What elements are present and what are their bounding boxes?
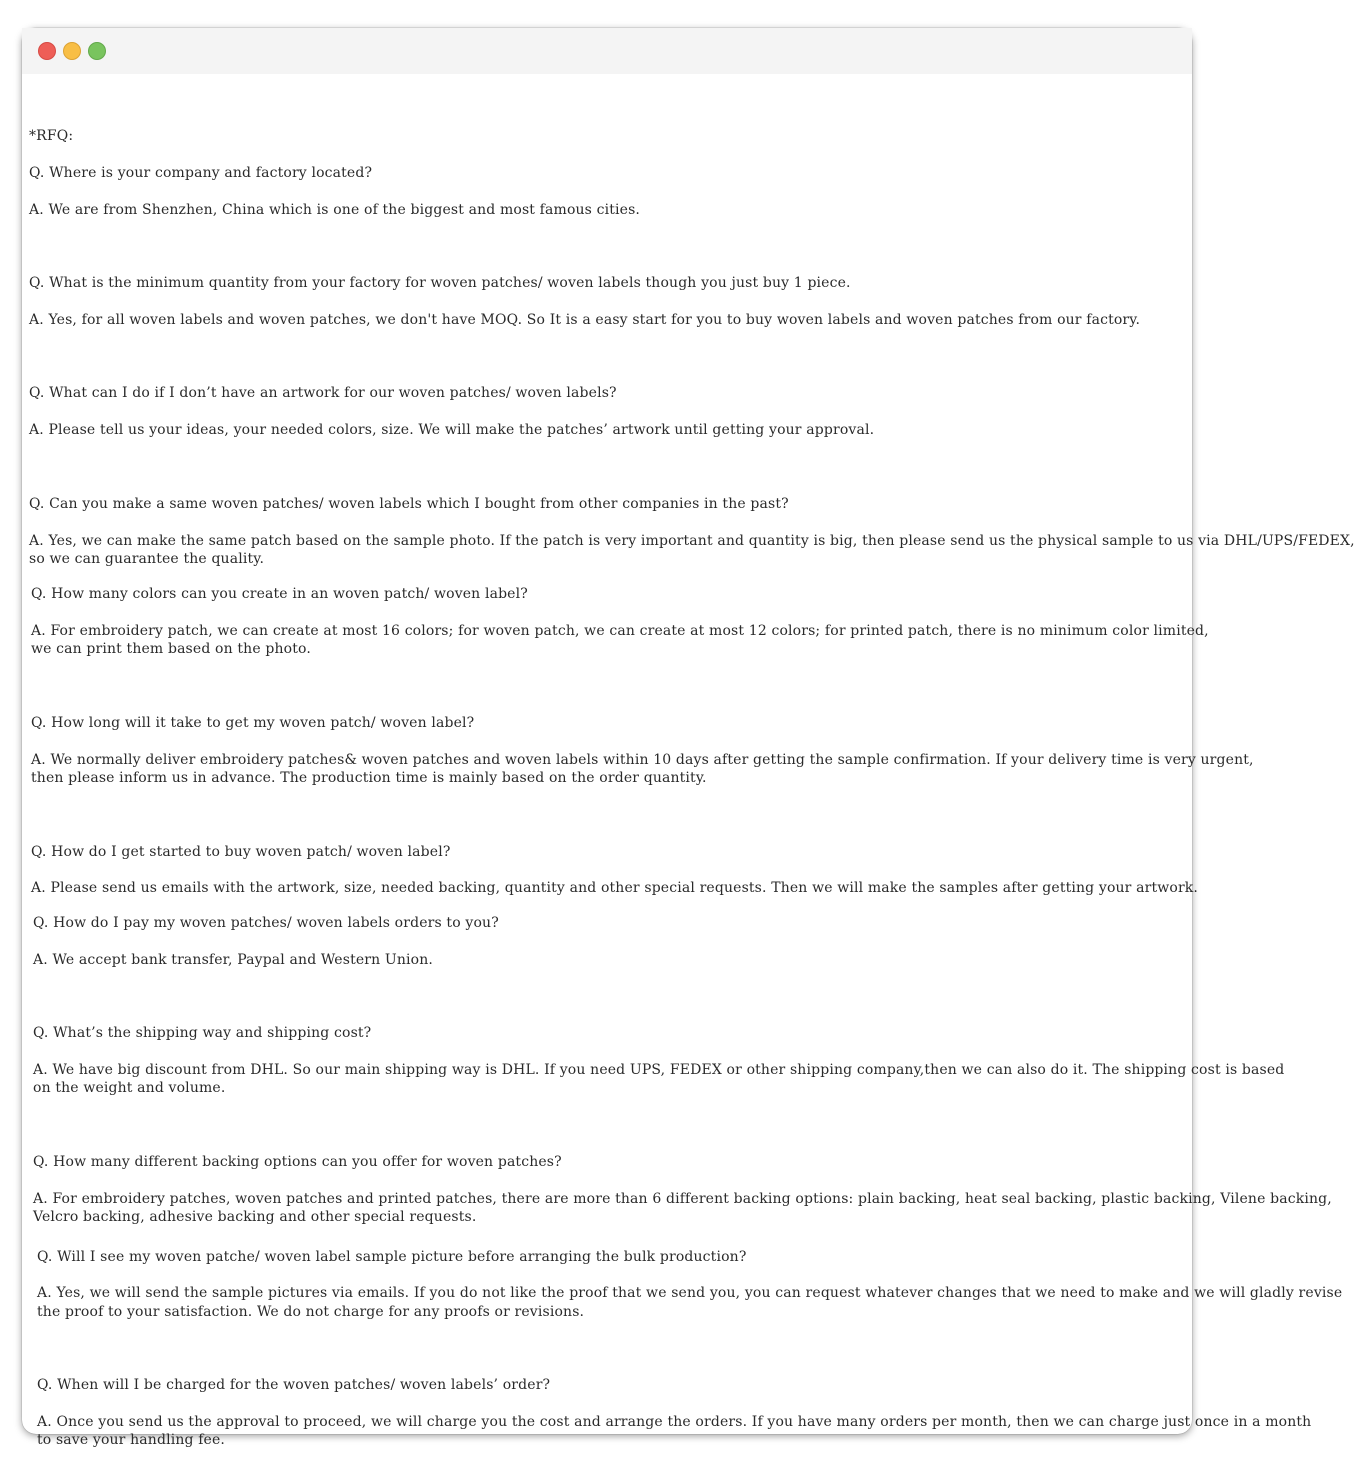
faq-answer: A. Please tell us your ideas, your needed colors, size. We will make the patches’ artwork until getting your approval. [29,422,875,438]
title-bar [22,28,1192,74]
close-button[interactable] [38,42,56,60]
faq-answer: A. Yes, for all woven labels and woven patches, we don't have MOQ. So It is a easy start for you to buy woven labels and woven patches from our factory. [29,312,1141,328]
faq-question: Q. What’s the shipping way and shipping cost? [33,1025,372,1041]
faq-question: Q. Can you make a same woven patches/ woven labels which I bought from other companies in the past? [29,496,789,512]
faq-heading: *RFQ: [29,128,74,144]
faq-answer: we can print them based on the photo. [31,641,311,657]
faq-question: Q. How do I pay my woven patches/ woven labels orders to you? [33,915,499,931]
faq-answer: A. Please send us emails with the artwork, size, needed backing, quantity and other special requests. Then we will make the samples after getting your artwork. [31,880,1199,896]
faq-answer: A. Yes, we will send the sample pictures via emails. If you do not like the proof that we send you, you can request whatever changes that we need to make and we will gladly revise [37,1285,1343,1301]
faq-answer: A. For embroidery patches, woven patches and printed patches, there are more than 6 different backing options: plain backing, heat seal backing, plastic backing, Vilene backing, [33,1191,1332,1207]
faq-question: Q. How many different backing options can you offer for woven patches? [33,1154,562,1170]
faq-question: Q. Where is your company and factory located? [29,165,373,181]
minimize-button[interactable] [63,42,81,60]
faq-answer: A. We normally deliver embroidery patches& woven patches and woven labels within 10 days after getting the sample confirmation. If your delivery time is very urgent, [31,752,1254,768]
faq-answer: A. For embroidery patch, we can create at most 16 colors; for woven patch, we can create at most 12 colors; for printed patch, there is no minimum color limited, [31,623,1209,639]
faq-answer: A. Once you send us the approval to proceed, we will charge you the cost and arrange the orders. If you have many orders per month, then we can charge just once in a month [37,1414,1312,1430]
faq-answer: Velcro backing, adhesive backing and other special requests. [33,1209,477,1225]
faq-question: Q. How long will it take to get my woven patch/ woven label? [31,715,475,731]
faq-answer: then please inform us in advance. The production time is mainly based on the order quantity. [31,770,707,786]
browser-window [22,28,1355,1448]
faq-answer: so we can guarantee the quality. [29,551,265,567]
zoom-button[interactable] [88,42,106,60]
faq-answer: the proof to your satisfaction. We do not charge for any proofs or revisions. [37,1304,585,1320]
faq-content [22,74,1355,1448]
faq-answer: on the weight and volume. [33,1080,226,1096]
faq-question: Q. How many colors can you create in an woven patch/ woven label? [31,586,528,602]
faq-question: Q. When will I be charged for the woven patches/ woven labels’ order? [37,1377,551,1393]
faq-question: Q. How do I get started to buy woven patch/ woven label? [31,844,451,860]
faq-question: Q. What is the minimum quantity from your factory for woven patches/ woven labels though you just buy 1 piece. [29,275,851,291]
faq-answer: to save your handling fee. [37,1432,226,1448]
faq-answer: A. We have big discount from DHL. So our main shipping way is DHL. If you need UPS, FEDEX or other shipping company,then we can also do it. The shipping cost is based [33,1062,1285,1078]
faq-answer: A. Yes, we can make the same patch based on the sample photo. If the patch is very important and quantity is big, then please send us the physical sample to us via DHL/UPS/FEDEX, [29,533,1355,549]
faq-question: Q. What can I do if I don’t have an artwork for our woven patches/ woven labels? [29,385,617,401]
faq-answer: A. We accept bank transfer, Paypal and Western Union. [33,952,433,968]
faq-question: Q. Will I see my woven patche/ woven label sample picture before arranging the bulk production? [37,1249,747,1265]
faq-answer: A. We are from Shenzhen, China which is one of the biggest and most famous cities. [29,202,641,218]
